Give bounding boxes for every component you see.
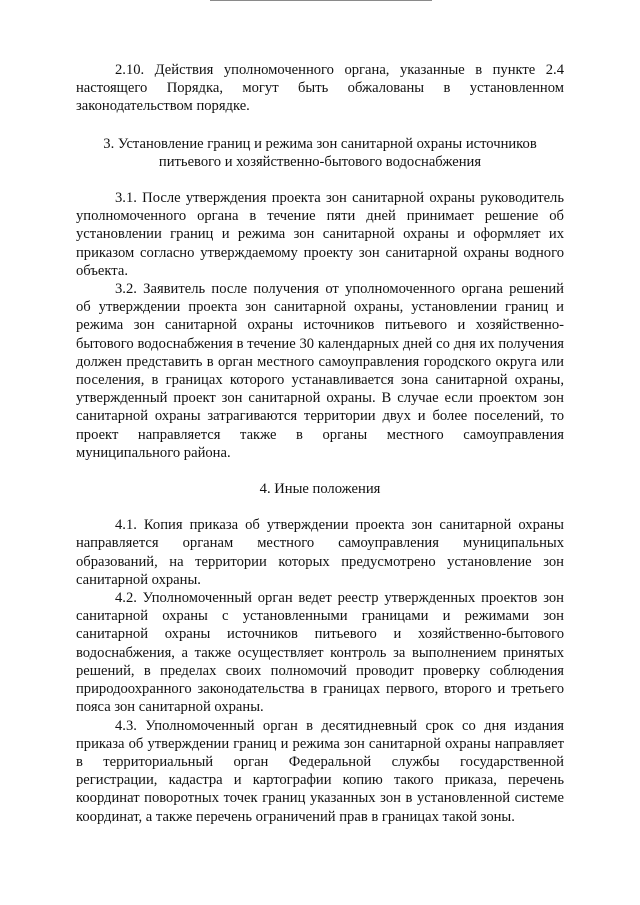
paragraph-2-10: 2.10. Действия уполномоченного органа, указанные в пункте 2.4 настоящего Порядка, могут быть обжалованы в установленном законодательством порядке. [76, 62, 564, 115]
document-page [76, 61, 564, 826]
paragraph-3-1: 3.1. После утверждения проекта зон санитарной охраны руководитель уполномоченного органа в течение пяти дней принимает решение об установлении границ и режима зон санитарной охраны и оформляет их приказом согласно утверждаемому проекту зон санитарной охраны водного объекта. [76, 190, 564, 279]
paragraph-3-2: 3.2. Заявитель после получения от уполномоченного органа решений об утверждении проекта зон санитарной охраны, установлении границ и режима зон санитарной охраны источников питьевого и хозяйственно-бытового водоснабжения в течение 30 календарных дней со дня их получения должен представить в орган местного самоуправления городского округа или поселения, в границах которого устанавливается зона санитарной охраны, утвержденный проект зон санитарной охраны. В случае если проектом зон санитарной охраны затрагиваются территории двух и более поселений, то проект направляется также в органы местного самоуправления муниципального района. [76, 281, 564, 461]
section-4-heading: 4. Иные положения [259, 481, 381, 498]
paragraph-4-3: 4.3. Уполномоченный орган в десятидневный срок со дня издания приказа об утверждении границ и режима зон санитарной охраны направляет в территориальный орган Федеральной службы государственной регистрации, кадастра и картографии копию такого приказа, перечень координат поворотных точек границ указанных зон в установленной системе координат, а также перечень ограничений прав в границах такой зоны. [76, 717, 564, 825]
top-rule [210, 0, 432, 1]
paragraph-4-2: 4.2. Уполномоченный орган ведет реестр утвержденных проектов зон санитарной охраны с установленными границами и режимами зон санитарной охраны источников питьевого и хозяйственно-бытового водоснабжения, а также осуществляет контроль за выполнением принятых решений, в пределах своих полномочий проводит проверку соблюдения природоохранного законодательства в границах первого, второго и третьего пояса зон санитарной охраны. [76, 590, 564, 716]
paragraph-4-1: 4.1. Копия приказа об утверждении проекта зон санитарной охраны направляется органам местного самоуправления муниципальных образований, на территории которых предусмотрено установление зон санитарной охраны. [76, 517, 564, 588]
section-3-heading: 3. Установление границ и режима зон санитарной охраны источников питьевого и хозяйственно-бытового водоснабжения [103, 135, 537, 170]
